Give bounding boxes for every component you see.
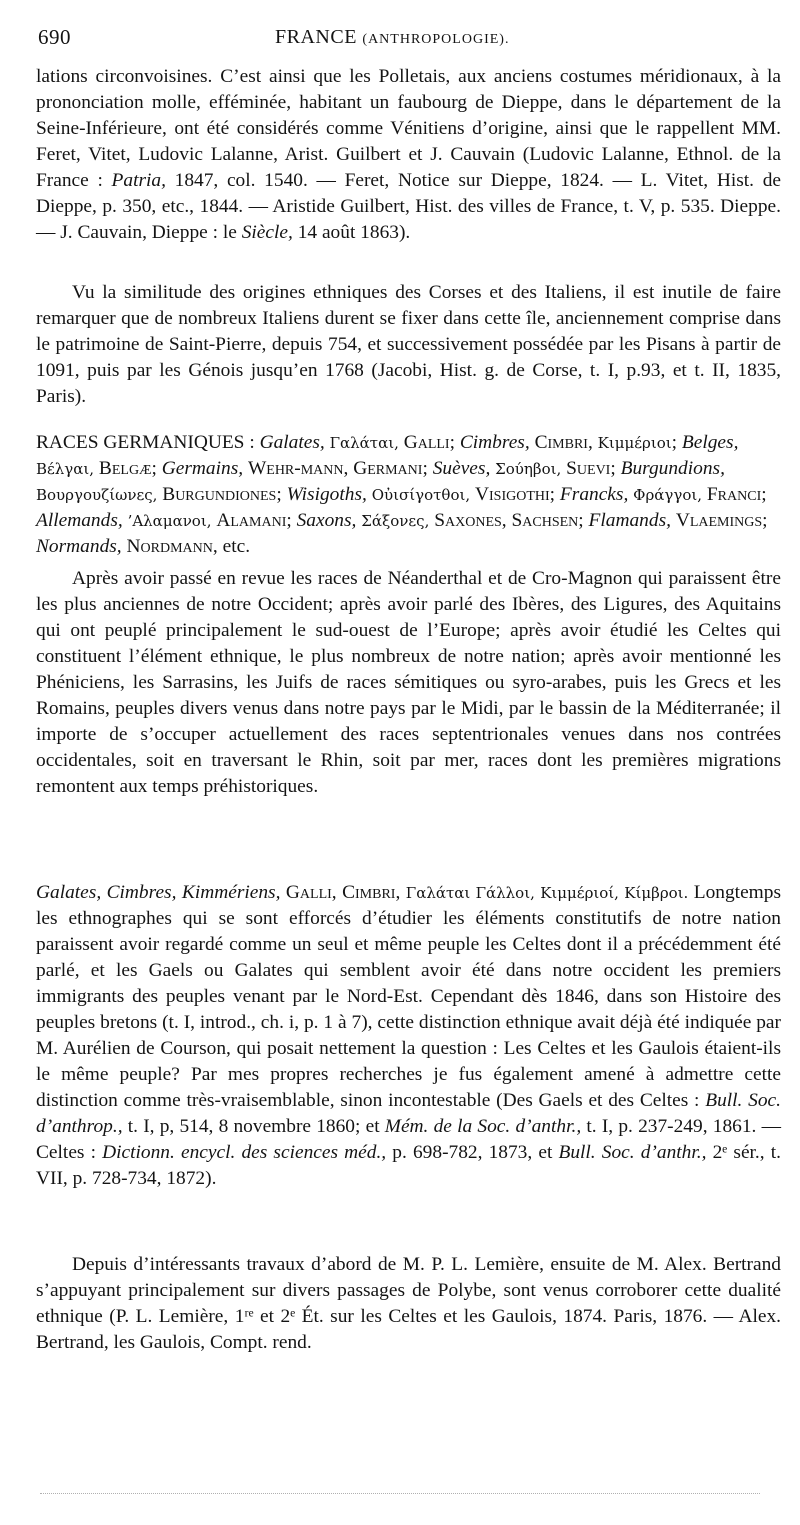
race-name: Normands, — [36, 536, 122, 557]
paragraph-text: 1847, col. 1540. — Feret, Notice sur Dieppe, 1824. — L. Vitet, Hist. de Dieppe, p. 350, etc., 1844. — Aristide Guilbert, Hist. des villes de France, t. V, p. 535. Dieppe. — J. Cauvain, Dieppe : le — [36, 170, 781, 243]
paragraph-apres-avoir — [36, 566, 781, 800]
paragraph-polletais — [36, 64, 781, 246]
race-name: Suèves, — [432, 458, 491, 479]
page-bottom-rule — [40, 1493, 760, 1495]
race-name: Belges, — [681, 432, 739, 453]
paragraph-text: t. I, p, 514, 8 novembre 1860; et — [122, 1116, 385, 1137]
running-title-main: FRANCE — [275, 26, 357, 48]
paragraph-text: lations circonvoisines. C’est ainsi que les Polletais, aux anciens costumes méridionaux, à la prononciation molle, efféminée, habitant un faubourg de Dieppe, dans le département de la Seine-Inférieure, ont été considérés comme Vénitiens d’origine, ainsi que le rappellent MM. Feret, Vitet, Ludovic Lalanne, Arist. Guilbert et J. Cauvain (Ludovic Lalanne, Ethnol. de la France : — [36, 66, 781, 191]
running-header — [38, 24, 778, 54]
citation-italic: Patria, — [111, 170, 166, 191]
races-germaniques-list: RACES GERMANIQUES : Galates, Γαλάται, Galli; Cimbres, Cimbri, Κιμμέριοι; Belges, Βέλγαι, Belgæ; Germains, Wehr-mann, Germani; Suèves, Σούηβοι, Suevi; Burgundions, Βουργουζίωνες, Burgundiones; Wisigoths, Οὐισίγοτθοι, Visigothi; Francks, Φράγγοι, Franci; Allemands, ’Αλαμανοι, Alamani; Saxons, Σάξονες, Saxones, Sachsen; Flamands, Vlaemings; Normands, Nordmann, etc. — [36, 432, 768, 557]
race-name: Wisigoths, — [286, 484, 367, 505]
citation-italic: Siècle, — [241, 222, 293, 243]
race-name: Cimbres, — [459, 432, 530, 453]
race-name: Galates, — [259, 432, 325, 453]
citation-italic: Bull. Soc. d’anthrop., — [36, 1090, 781, 1137]
greek-name: Βέλγαι, — [36, 460, 95, 478]
greek-name: Φράγγοι, — [633, 486, 703, 504]
latin-name: Franci — [706, 484, 762, 505]
paragraph-text: t. I, p. 237-249, 1861. — Celtes : — [36, 1116, 781, 1163]
greek-name: Γαλάται, — [329, 434, 399, 452]
paragraph-text: 14 août 1863). — [292, 222, 411, 243]
paragraph-text: Longtemps les ethnographes qui se sont efforcés d’étudier les éléments constitutifs de notre nation paraissent avoir regardé comme un seul et même peuple les Celtes dont il a précédemment été parlé, et les Gaels ou Galates qui semblent avoir été dans notre occident les premiers immigrants des peuples venant par le Nord-Est. Cependant dès 1846, dans son Histoire des peuples bretons (t. I, introd., ch. i, p. 1 à 7), cette distinction ethnique avait déjà été indiquée par M. Aurélien de Courson, qui posait nettement la question : Les Celtes et les Gaulois étaient-ils le même peuple? Par mes propres recherches je fus également amené à admettre cette distinction comme très-vraisemblable, sinon incontestable (Des Gaels et des Celtes : — [36, 882, 781, 1111]
citation-italic: Dictionn. encycl. des sciences méd., — [102, 1142, 387, 1163]
greek-name: Σάξονες, — [361, 512, 430, 530]
greek-name: Σούηβοι, — [495, 460, 562, 478]
latin-name: Belgæ — [98, 458, 152, 479]
greek-name: Οὐισίγοτθοι, — [371, 486, 471, 504]
paragraph-depuis — [36, 1252, 781, 1356]
latin-name: Cimbri, — [534, 432, 593, 453]
greek-name: ’Αλαμανοι, — [127, 512, 212, 530]
paragraph-galates — [36, 880, 781, 1192]
paragraph-corses — [36, 280, 781, 410]
race-name: Burgundions, — [620, 458, 725, 479]
latin-name: Saxones, — [434, 510, 507, 531]
running-title-sub: (ANTHROPOLOGIE). — [362, 32, 510, 47]
section-heading: RACES GERMANIQUES : — [36, 432, 260, 453]
paragraph-text: Depuis d’intéressants travaux d’abord de M. P. L. Lemière, ensuite de M. Alex. Bertrand s’appuyant principalement sur divers passages de Polybe, sont venus corroborer cette dualité ethnique (P. L. Lemière, 1ʳᵉ et 2ᵉ Ét. sur les Celtes et les Gaulois, 1874. Paris, 1876. — Alex. Bertrand, les Gaulois, Compt. rend. — [36, 1254, 781, 1353]
latin-name: Visigothi — [475, 484, 550, 505]
latin-names: Galli, Cimbri, — [285, 882, 401, 903]
race-name: Allemands, — [36, 510, 123, 531]
running-title — [275, 24, 509, 53]
list-etc: etc. — [222, 536, 251, 557]
latin-name: Sachsen — [511, 510, 579, 531]
citation-italic: Bull. Soc. d’anthr., — [558, 1142, 707, 1163]
latin-name: Alamani — [216, 510, 287, 531]
greek-name: Κιμμέριοι — [597, 434, 672, 452]
paragraph-text: p. 698-782, 1873, et — [386, 1142, 559, 1163]
latin-name: Germani — [353, 458, 423, 479]
race-name: Germains, — [161, 458, 244, 479]
race-name: Flamands, — [588, 510, 671, 531]
greek-names: Γαλάται Γάλλοι, Κιμμέριοί, Κίμβροι. — [405, 884, 689, 902]
paragraph-text: Après avoir passé en revue les races de Néanderthal et de Cro-Magnon qui paraissent être les plus anciennes de notre Occident; après avoir parlé des Ibères, des Ligures, des Aquitains qui ont peuplé principalement le sud-ouest de l’Europe; après avoir étudié les Celtes qui constituent l’élément ethnique, le plus nombreux de notre nation; après avoir mentionné les Phéniciens, les Sarrasins, les Juifs de races sémitiques ou syro-arabes, puis les Grecs et les Romains, peuples divers venus dans notre pays par le Midi, par le bassin de la Méditerranée; il importe de s’occuper actuellement des races septentrionales venues dans nos contrées occidentales, soit en traversant le Rhin, soit par mer, races dont les premières migrations remontent aux temps préhistoriques. — [36, 568, 781, 797]
latin-name: Wehr-mann, — [247, 458, 349, 479]
paragraph-text: 2ᵉ sér., t. VII, p. 728-734, 1872). — [36, 1142, 781, 1189]
latin-name: Vlaemings — [675, 510, 763, 531]
latin-name: Nordmann, — [126, 536, 218, 557]
latin-name: Galli — [403, 432, 450, 453]
page-number: 690 — [38, 25, 71, 49]
section-heading-italic: Galates, Cimbres, Kimmériens, — [36, 882, 281, 903]
citation-italic: Mém. de la Soc. d’anthr., — [384, 1116, 582, 1137]
latin-name: Burgundiones — [162, 484, 277, 505]
paragraph-text: Vu la similitude des origines ethniques des Corses et des Italiens, il est inutile de faire remarquer que de nombreux Italiens durent se fixer dans cette île, anciennement comprise dans le patrimoine de Saint-Pierre, depuis 754, et successivement possédée par les Pisans à partir de 1091, puis par les Génois jusqu’en 1768 (Jacobi, Hist. g. de Corse, t. I, p.93, et t. II, 1835, Paris). — [36, 282, 781, 407]
latin-name: Suevi — [566, 458, 611, 479]
race-name: Francks, — [559, 484, 629, 505]
greek-name: Βουργουζίωνες, — [36, 486, 158, 504]
race-name: Saxons, — [296, 510, 357, 531]
